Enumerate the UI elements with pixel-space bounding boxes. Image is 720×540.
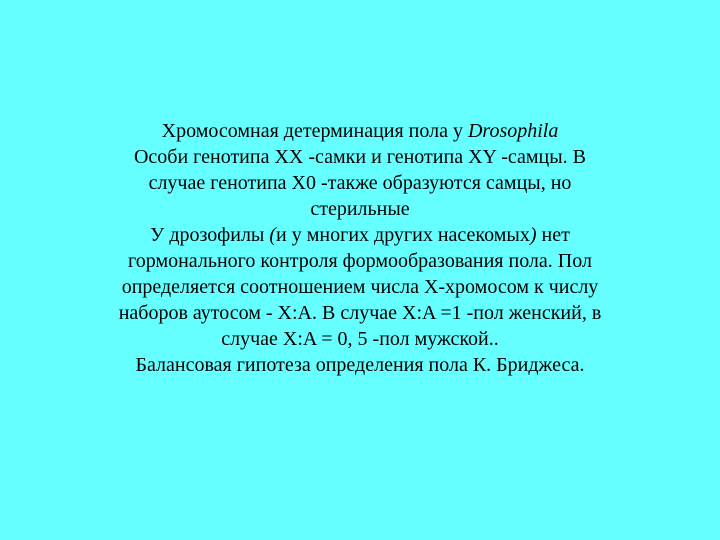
- paragraph2-line1-a: У дрозофилы: [150, 224, 270, 246]
- paragraph1-line1: Особи генотипа XX -самки и генотипа XY -самцы. В: [133, 146, 587, 168]
- paragraph2-line1: [40, 222, 680, 248]
- paragraph2-line3: определяется соотношением числа X-хромосом к числу: [121, 276, 599, 298]
- paragraph3: Балансовая гипотеза определения пола К. Бриджеса.: [135, 354, 585, 376]
- slide-text: [40, 118, 680, 378]
- paren-close: ): [529, 224, 537, 246]
- paragraph2-line5: случае X:A = 0, 5 -пол мужской..: [221, 328, 499, 350]
- paren-open: (: [269, 224, 277, 246]
- paragraph1-line2: случае генотипа X0 -также образуются самцы, но: [148, 172, 572, 194]
- paragraph2-line4: наборов аутосом - X:A. В случае X:A =1 -пол женский, в: [118, 302, 602, 324]
- slide-title: [40, 118, 680, 144]
- paragraph2-line2: гормонального контроля формообразования пола. Пол: [128, 250, 592, 272]
- paragraph2-line1-c: нет: [536, 224, 570, 246]
- title-genus: Drosophila: [467, 120, 559, 142]
- paragraph2-line1-b: и у многих других насекомых: [276, 224, 530, 246]
- title-prefix: Хромосомная детерминация пола у: [161, 120, 468, 142]
- paragraph1-line3: стерильные: [310, 198, 410, 220]
